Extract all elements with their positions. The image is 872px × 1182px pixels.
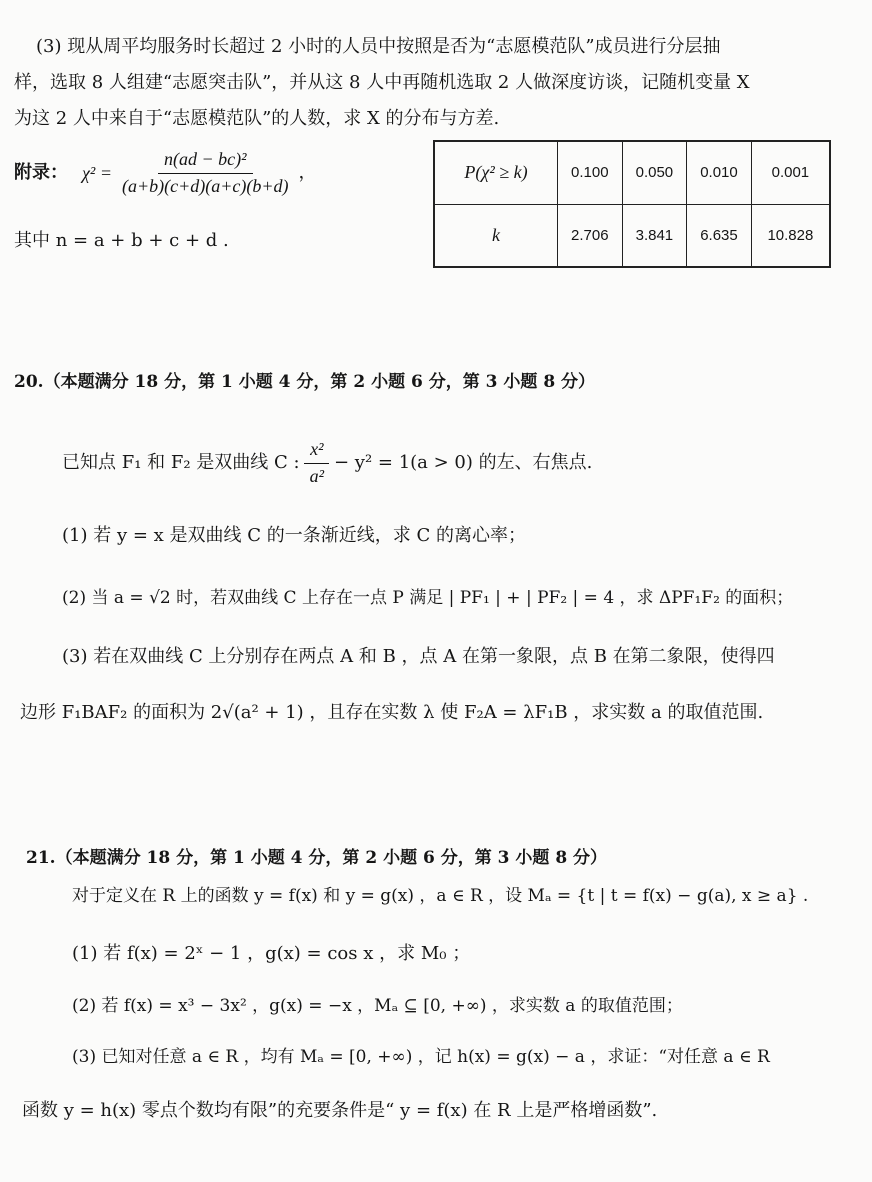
q20-stem-post: − y² = 1(a > 0) 的左、右焦点. [333,452,593,474]
table-cell-p: 0.050 [622,141,687,204]
q20-part1: (1) 若 y = x 是双曲线 C 的一条渐近线，求 C 的离心率； [62,525,526,546]
q20-stem [62,440,592,487]
where-line: 其中 n = a + b + c + d . [14,230,229,251]
formula-denominator: (a+b)(c+d)(a+c)(b+d) [121,175,289,196]
table-cell-k: 3.841 [622,204,687,267]
q20-part3-line2: 边形 F₁BAF₂ 的面积为 2√(a² + 1) ，且存在实数 λ 使 F₂A = λF₁B ，求实数 a 的取值范围. [20,702,764,723]
appendix-label: 附录： [14,162,68,184]
q21-part2: (2) 若 f(x) = x³ − 3x² ，g(x) = −x ，Mₐ ⊆ [0, +∞) ，求实数 a 的取值范围； [72,996,683,1016]
table-header-k: k [434,204,558,267]
q21-stem: 对于定义在 R 上的函数 y = f(x) 和 y = g(x) ，a ∈ R ，设 Mₐ = {t | t = f(x) − g(a), x ≥ a} . [72,886,809,906]
table-cell-k: 6.635 [687,204,752,267]
hyperbola-numerator: x² [304,440,329,464]
q19-part3-line1: (3) 现从周平均服务时长超过 2 小时的人员中按照是否为“志愿模范队”成员进行分层抽 [36,36,721,57]
critical-value-table [433,140,831,268]
q20-stem-pre: 已知点 F₁ 和 F₂ 是双曲线 C : [62,452,300,474]
q20-part3-line1: (3) 若在双曲线 C 上分别存在两点 A 和 B ，点 A 在第一象限，点 B 在第二象限，使得四 [62,646,775,667]
appendix-formula [14,150,317,197]
hyperbola-denominator: a² [309,465,324,486]
formula-tail: ， [298,162,317,184]
q19-part3-line3: 为这 2 人中来自于“志愿模范队”的人数，求 X 的分布与方差. [14,108,500,129]
table-cell-p: 0.001 [751,141,830,204]
formula-numerator: n(ad − bc)² [158,150,253,174]
table-cell-k: 10.828 [751,204,830,267]
q19-part3-line2: 样，选取 8 人组建“志愿突击队”，并从这 8 人中再随机选取 2 人做深度访谈，记随机变量 X [14,72,750,93]
table-cell-k: 2.706 [558,204,623,267]
table-row-k [434,204,830,267]
q21-part3-line1: (3) 已知对任意 a ∈ R ，均有 Mₐ = [0, +∞) ，记 h(x) = g(x) − a ，求证：“对任意 a ∈ R [72,1047,770,1067]
table-header-p: P(χ² ≥ k) [434,141,558,204]
chi-square-fraction [116,150,295,197]
q20-heading: 20.（本题满分 18 分，第 1 小题 4 分，第 2 小题 6 分，第 3 小题 8 分） [14,372,596,392]
q20-part2: (2) 当 a = √2 时，若双曲线 C 上存在一点 P 满足 | PF₁ | + | PF₂ | = 4 ，求 ΔPF₁F₂ 的面积； [62,588,794,608]
q21-heading: 21.（本题满分 18 分，第 1 小题 4 分，第 2 小题 6 分，第 3 小题 8 分） [26,848,608,868]
table-row-p [434,141,830,204]
table-cell-p: 0.010 [687,141,752,204]
formula-lhs: χ² = [82,163,112,184]
table-cell-p: 0.100 [558,141,623,204]
hyperbola-fraction [304,440,330,487]
q21-part3-line2: 函数 y = h(x) 零点个数均有限”的充要条件是“ y = f(x) 在 R 上是严格增函数”. [22,1100,658,1121]
q21-part1: (1) 若 f(x) = 2ˣ − 1 ，g(x) = cos x ，求 M₀ ； [72,943,471,964]
